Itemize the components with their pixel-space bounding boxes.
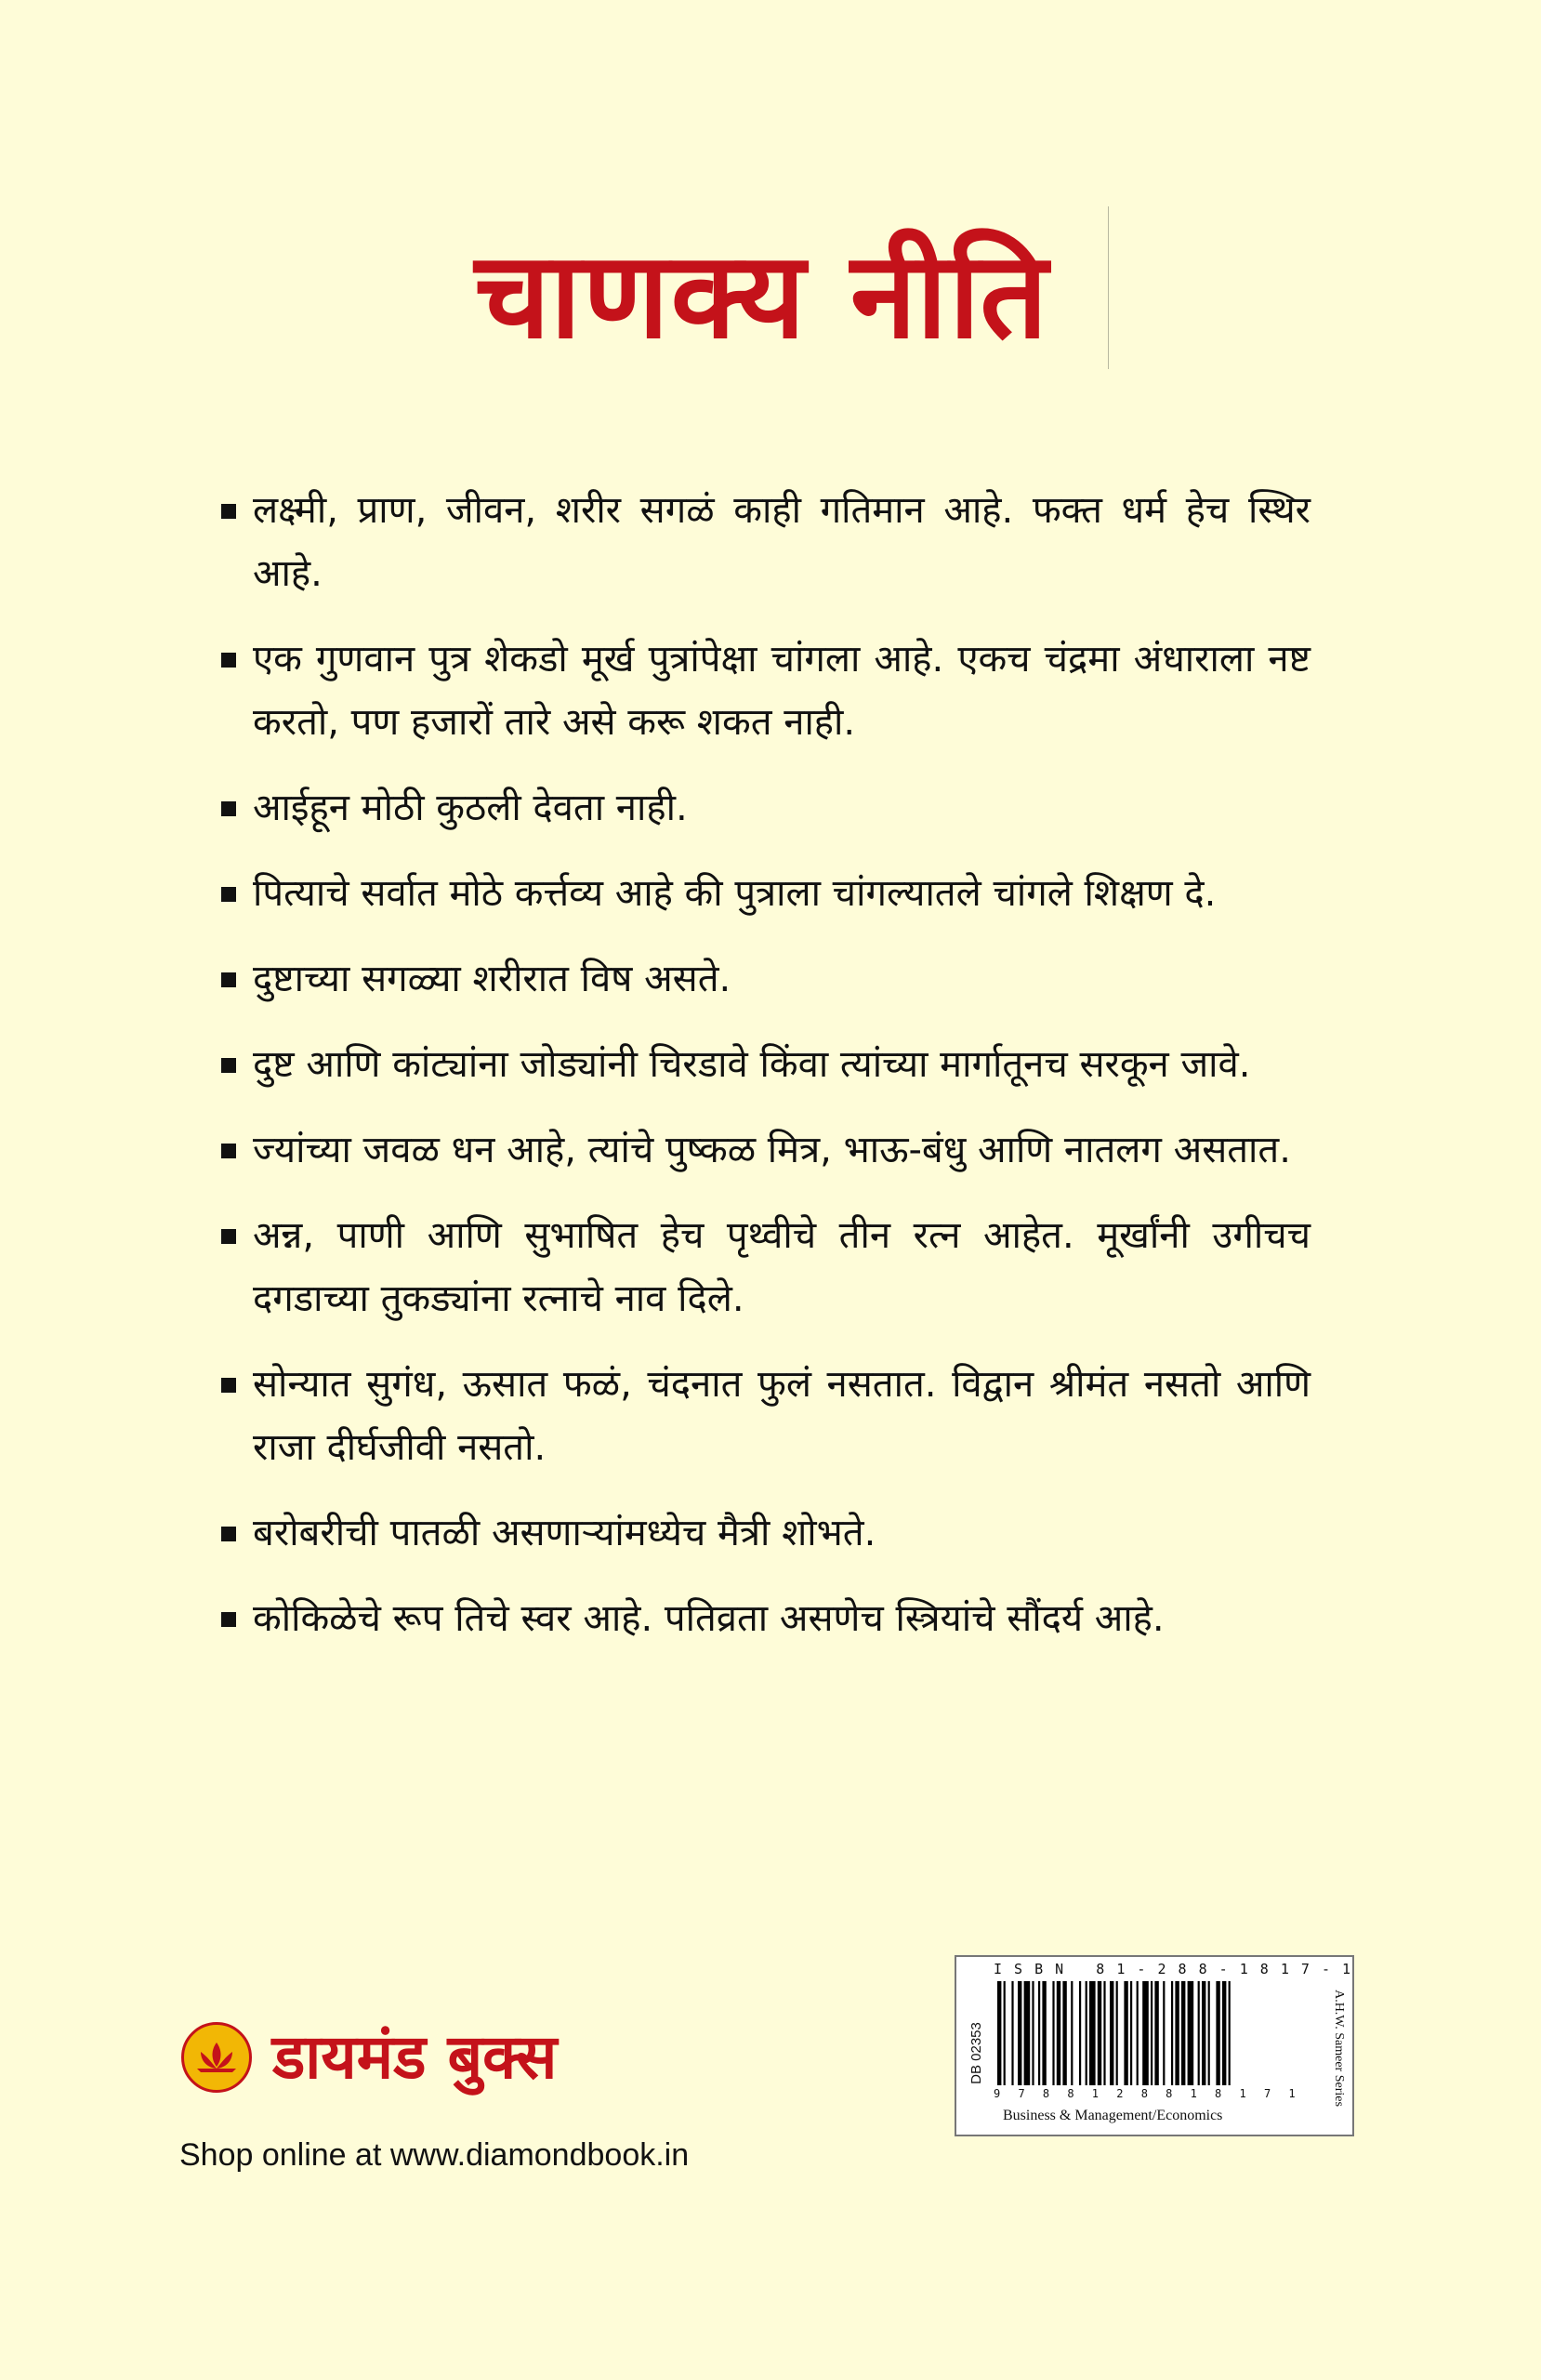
bullet-square-icon [221, 1144, 236, 1158]
quote-text: अन्न, पाणी आणि सुभाषित हेच पृथ्वीचे तीन रत्न आहेत. मूर्खांनी उगीचच दगडाच्या तुकड्यांना रत्नाचे नाव दिले. [253, 1214, 1311, 1320]
series-name: A.H.W. Sameer Series [1332, 1989, 1346, 2107]
quote-item [223, 1501, 1311, 1565]
shop-online-text: Shop online at www.diamondbook.in [179, 2137, 690, 2173]
quote-item [223, 1353, 1311, 1479]
quote-item [223, 1118, 1311, 1182]
quote-item [223, 628, 1311, 754]
title-divider [1108, 206, 1109, 369]
bullet-square-icon [221, 1058, 236, 1073]
quote-item [223, 776, 1311, 840]
bullet-square-icon [221, 801, 236, 816]
bullet-square-icon [221, 887, 236, 902]
quote-text: कोकिळेचे रूप तिचे स्वर आहे. पतिव्रता असणेच स्त्रियांचे सौंदर्य आहे. [253, 1597, 1165, 1640]
bullet-square-icon [221, 1527, 236, 1541]
bullet-square-icon [221, 972, 236, 987]
book-category: Business & Management/Economics [1003, 2108, 1223, 2123]
bullet-square-icon [221, 1378, 236, 1393]
quote-list [223, 479, 1311, 1673]
quote-text: सोन्यात सुगंध, ऊसात फळं, चंदनात फुलं नसतात. विद्वान श्रीमंत नसतो आणि राजा दीर्घजीवी नसतो. [253, 1363, 1311, 1469]
quote-text: बरोबरीची पातळी असणाऱ्यांमध्येच मैत्री शोभते. [253, 1512, 876, 1554]
quote-text: ज्यांच्या जवळ धन आहे, त्यांचे पुष्कळ मित्र, भाऊ-बंधु आणि नातलग असतात. [253, 1129, 1291, 1171]
bullet-square-icon [221, 504, 236, 519]
quote-text: दुष्ट आणि कांट्यांना जोड्यांनी चिरडावे किंवा त्यांच्या मार्गातूनच सरकून जावे. [253, 1043, 1251, 1086]
lotus-icon [181, 2022, 252, 2093]
quote-item [223, 479, 1311, 605]
barcode-digits: 9 7 8 8 1 2 8 8 1 8 1 7 1 [994, 2087, 1301, 2100]
barcode [997, 1981, 1304, 2085]
quote-text: एक गुणवान पुत्र शेकडो मूर्ख पुत्रांपेक्षा चांगला आहे. एकच चंद्रमा अंधाराला नष्ट करतो, पण हजारों तारे असे करू शकत नाही. [253, 638, 1311, 744]
bullet-square-icon [221, 1229, 236, 1244]
quote-item [223, 947, 1311, 1011]
product-code: DB 02353 [968, 2021, 984, 2084]
quote-text: लक्ष्मी, प्राण, जीवन, शरीर सगळं काही गतिमान आहे. फक्त धर्म हेच स्थिर आहे. [253, 489, 1311, 595]
quote-text: पित्याचे सर्वात मोठे कर्त्तव्य आहे की पुत्राला चांगल्यातले चांगले शिक्षण दे. [253, 872, 1217, 915]
quote-item [223, 1033, 1311, 1096]
quote-item [223, 1587, 1311, 1650]
quote-text: दुष्टाच्या सगळ्या शरीरात विष असते. [253, 958, 731, 1000]
bullet-square-icon [221, 653, 236, 668]
quote-item [223, 862, 1311, 925]
isbn-number: I S B N 8 1 - 2 8 8 - 1 8 1 7 - 1 [994, 1961, 1353, 1977]
book-title: चाणक्य नीति [474, 227, 1050, 365]
publisher-logo [181, 2022, 557, 2093]
publisher-name: डायमंड बुक्स [272, 2021, 558, 2093]
bullet-square-icon [221, 1612, 236, 1627]
isbn-barcode-block [955, 1955, 1354, 2136]
quote-item [223, 1204, 1311, 1330]
quote-text: आईहून मोठी कुठली देवता नाही. [253, 787, 688, 829]
